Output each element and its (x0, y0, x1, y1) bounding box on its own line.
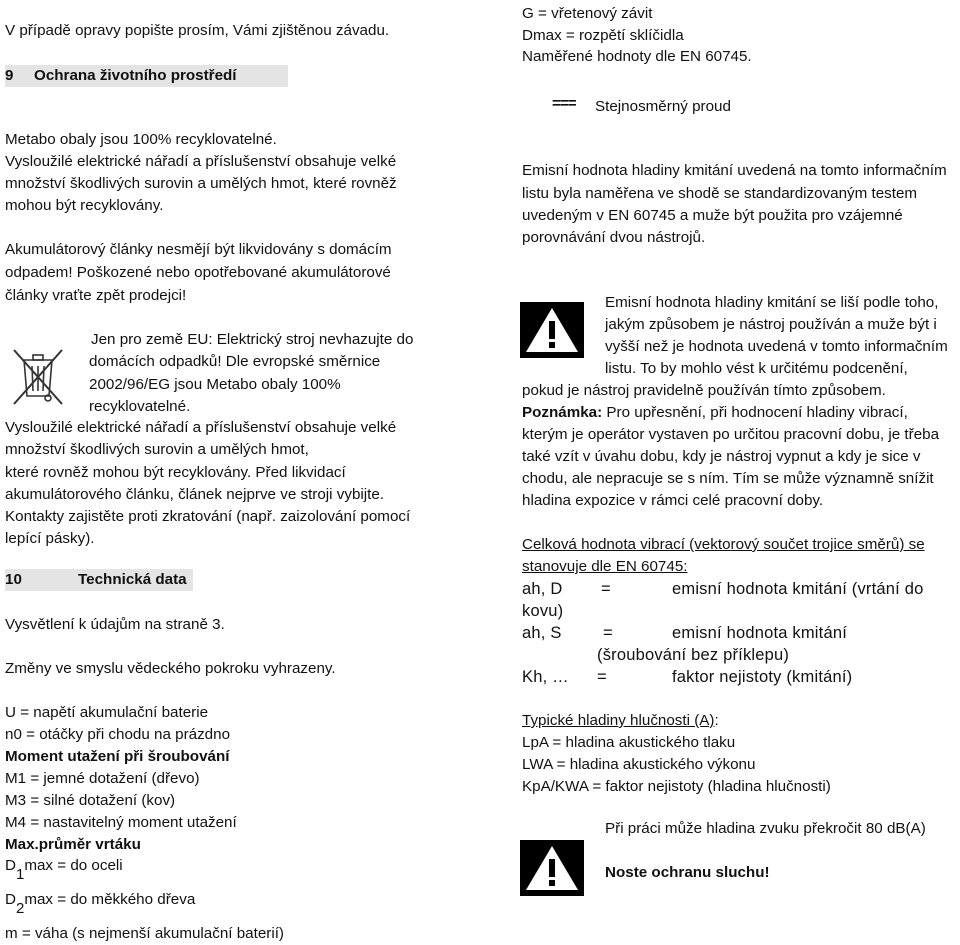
paragraph-line: pokud je nástroj pravidelně používán tímto způsobem. (522, 382, 886, 399)
vibration-equals: = (603, 624, 613, 642)
vibration-value-cont: (šroubování bez příklepu) (597, 646, 790, 664)
paragraph-line: lepící pásky). (5, 530, 95, 547)
definition-heading: Moment utažení při šroubování (5, 748, 230, 765)
definition-line: M3 = silné dotažení (kov) (5, 792, 176, 809)
section-9-number: 9 (5, 67, 14, 84)
subscript: 1 (15, 866, 25, 883)
paragraph-line: Metabo obaly jsou 100% recyklovatelné. (5, 131, 277, 148)
paragraph-line: Kontakty zajistěte proti zkratování (např. zaizolování pomocí (5, 508, 411, 525)
paragraph-line: množství škodlivých surovin a umělých hmot, (5, 441, 309, 458)
intro-text: V případě opravy popište prosím, Vámi zjištěnou závadu. (5, 22, 390, 39)
paragraph-line: odpadem! Poškozené nebo opotřebované akumulátorové (5, 264, 391, 281)
definition-line: M1 = jemné dotažení (dřevo) (5, 770, 200, 787)
paragraph-line: porovnávání dvou nástrojů. (522, 229, 706, 246)
definition-line: Dmax = rozpětí sklíčidla (522, 27, 684, 44)
heading-line: Celková hodnota vibrací (vektorový součet trojice směrů) se (522, 536, 925, 553)
definition-line: M4 = nastavitelný moment utažení (5, 814, 237, 831)
symbol: D (5, 891, 16, 908)
symbol: D (5, 857, 16, 874)
definition-text: max = do měkkého dřeva (24, 891, 196, 908)
paragraph-line: listu byla naměřena ve shodě se standardizovaným testem (522, 185, 918, 202)
paragraph-line: vyšší než je hodnota uvedená v tomto informačním (605, 338, 948, 355)
paragraph-line: listu. To by mohlo vést k určitému podcenění, (605, 360, 908, 377)
definition-line: G = vřetenový závit (522, 5, 653, 22)
definition-text: max = do oceli (24, 857, 123, 874)
noise-warning-text: Při práci může hladina zvuku překročit 80 dB(A) (605, 820, 926, 837)
vibration-key: Kh, … (522, 668, 569, 686)
paragraph-line: recyklovatelné. (89, 398, 191, 415)
direct-current-label: Stejnosměrný proud (595, 98, 731, 115)
paragraph-line: kterým je operátor vystaven po určitou pracovní dobu, je třeba (522, 426, 940, 443)
paragraph-line: články vraťte zpět prodejci! (5, 287, 187, 304)
vibration-value: faktor nejistoty (kmitání) (672, 668, 853, 686)
definition-line: n0 = otáčky při chodu na prázdno (5, 726, 231, 743)
section-10-number: 10 (5, 571, 22, 588)
paragraph-line: 2002/96/EG jsou Metabo obaly 100% (89, 376, 341, 393)
section-10-title: Technická data (78, 571, 187, 588)
subscript: 2 (15, 900, 25, 917)
definition-line: m = váha (s nejmenší akumulační baterií) (5, 925, 284, 942)
paragraph-line: Akumulátorový články nesmějí být likvidovány s domácím (5, 241, 392, 258)
vibration-value: emisní hodnota kmitání (vrtání do (672, 580, 924, 598)
vibration-key: ah, S (522, 624, 562, 642)
paragraph-line: Emisní hodnota hladiny kmitání uvedená na tomto informačním (522, 162, 947, 179)
noise-heading-colon: : (714, 712, 719, 729)
vibration-equals: = (601, 580, 611, 598)
vibration-key: ah, D (522, 580, 563, 598)
paragraph-line: Jen pro země EU: Elektrický stroj nevhazujte do (91, 331, 414, 348)
changes-reserved-text: Změny ve smyslu vědeckého pokroku vyhrazeny. (5, 660, 336, 677)
explanation-text: Vysvětlení k údajům na straně 3. (5, 616, 225, 633)
definition-line: U = napětí akumulační baterie (5, 704, 209, 721)
heading-line: stanovuje dle EN 60745: (522, 558, 688, 575)
paragraph-line: které rovněž mohou být recyklovány. Před likvidací (5, 464, 346, 481)
measured-note: Naměřené hodnoty dle EN 60745. (522, 48, 752, 65)
paragraph-line: množství škodlivých surovin a umělých hmot, které rovněž (5, 175, 397, 192)
paragraph-line: chodu, ale nepracuje se s ním. Tím se může významně snížit (522, 470, 934, 487)
paragraph-line (522, 402, 908, 424)
paragraph-line: hladina expozice v rámci celé pracovní doby. (522, 492, 824, 509)
paragraph-line: také vzít v úvahu dobu, kdy je nástroj vypnut a kdy je sice v (522, 448, 921, 465)
hearing-protection-text: Noste ochranu sluchu! (605, 864, 770, 881)
noise-line: LWA = hladina akustického výkonu (522, 756, 756, 773)
definition-line (5, 855, 123, 883)
section-9-title: Ochrana životního prostředí (34, 67, 237, 84)
definition-line (5, 889, 196, 917)
vibration-equals: = (597, 668, 607, 686)
warning-icon (520, 302, 584, 358)
noise-heading-text: Typické hladiny hlučnosti (A) (522, 712, 715, 729)
paragraph-line: Emisní hodnota hladiny kmitání se liší podle toho, (605, 294, 939, 311)
paragraph-line: mohou být recyklovány. (5, 197, 164, 214)
paragraph-line: Vysloužilé elektrické nářadí a příslušenství obsahuje velké (5, 419, 397, 436)
vibration-value: emisní hodnota kmitání (672, 624, 847, 642)
noise-line: LpA = hladina akustického tlaku (522, 734, 736, 751)
warning-icon (520, 840, 584, 896)
paragraph-line: jakým způsobem je nástroj používán a muže být i (605, 316, 937, 333)
noise-heading (522, 710, 719, 732)
vibration-value-cont: kovu) (522, 602, 564, 620)
direct-current-symbol: === (552, 95, 576, 112)
paragraph-line: Vysloužilé elektrické nářadí a příslušenství obsahuje velké (5, 153, 397, 170)
section-10-heading (5, 569, 193, 591)
paragraph-line: uvedeným v EN 60745 a muže být použita pro vzájemné (522, 207, 903, 224)
paragraph-line: akumulátorového článku, článek nejprve ve stroji vybijte. (5, 486, 385, 503)
note-label: Poznámka: (522, 404, 603, 421)
note-text: Pro upřesnění, při hodnocení hladiny vibrací, (602, 404, 908, 421)
noise-line: KpA/KWA = faktor nejistoty (hladina hlučnosti) (522, 778, 831, 795)
section-9-heading (5, 65, 288, 87)
crossed-out-bin-icon (8, 346, 68, 408)
definition-heading: Max.průměr vrtáku (5, 836, 141, 853)
paragraph-line: domácích odpadků! Dle evropské směrnice (89, 353, 381, 370)
